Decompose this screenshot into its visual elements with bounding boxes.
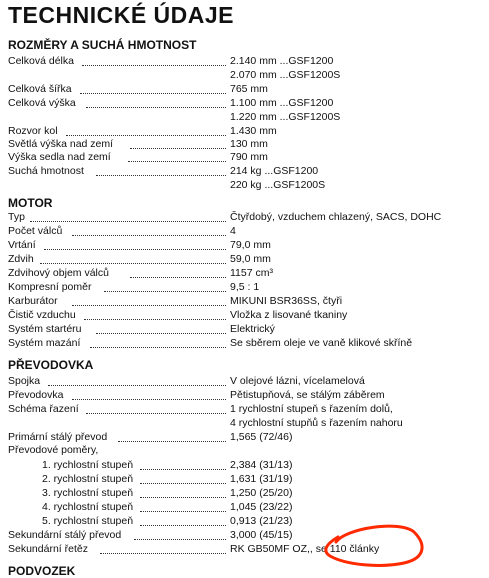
- spec-label: 1. rychlostní stupeň: [42, 459, 134, 471]
- spec-value: Vložka z lisované tkaniny: [230, 309, 348, 321]
- spec-label: Zdvih: [8, 253, 34, 265]
- section-heading-gearbox: PŘEVODOVKA: [8, 358, 94, 372]
- spec-value: RK GB50MF OZ,, se 110 články: [230, 543, 380, 555]
- spec-value: 765 mm: [230, 83, 268, 95]
- spec-value: 790 mm: [230, 151, 268, 163]
- leader-dots: [72, 398, 226, 400]
- leader-dots: [72, 234, 226, 236]
- leader-dots: [90, 346, 226, 348]
- leader-dots: [86, 412, 226, 414]
- leader-dots: [80, 92, 226, 94]
- spec-label: Zdvihový objem válců: [8, 267, 109, 279]
- leader-dots: [128, 160, 226, 162]
- spec-label: Primární stálý převod: [8, 431, 108, 443]
- leader-dots: [82, 64, 226, 66]
- leader-dots: [44, 248, 226, 250]
- spec-value: 1.220 mm ...GSF1200S: [230, 111, 341, 123]
- spec-label: 2. rychlostní stupeň: [42, 473, 134, 485]
- spec-label: Sekundární řetěz: [8, 543, 88, 555]
- spec-label: Karburátor: [8, 295, 58, 307]
- spec-value: Čtyřdobý, vzduchem chlazený, SACS, DOHC: [230, 211, 442, 223]
- spec-value: 59,0 mm: [230, 253, 271, 265]
- leader-dots: [96, 332, 226, 334]
- spec-value: 79,0 mm: [230, 239, 271, 251]
- spec-value: Elektrický: [230, 323, 275, 335]
- spec-value: 2.140 mm ...GSF1200: [230, 55, 334, 67]
- spec-label: Počet válců: [8, 225, 63, 237]
- spec-value: 2.070 mm ...GSF1200S: [230, 69, 341, 81]
- spec-value: V olejové lázni, vícelamelová: [230, 375, 365, 387]
- leader-dots: [130, 147, 226, 149]
- spec-label: Čistič vzduchu: [8, 309, 76, 321]
- spec-label: Kompresní poměr: [8, 281, 92, 293]
- section-heading-chassis: PODVOZEK: [8, 564, 76, 578]
- spec-value: 0,913 (21/23): [230, 515, 293, 527]
- spec-label: Rozvor kol: [8, 125, 58, 137]
- spec-label: Světlá výška nad zemí: [8, 138, 114, 150]
- spec-label: 4. rychlostní stupeň: [42, 501, 134, 513]
- spec-value: Pětistupňová, se stálým záběrem: [230, 389, 385, 401]
- leader-dots: [48, 384, 226, 386]
- leader-dots: [134, 538, 226, 540]
- spec-value: 214 kg ...GSF1200: [230, 165, 319, 177]
- leader-dots: [100, 552, 226, 554]
- spec-value: 4 rychlostní stupňů s řazením nahoru: [230, 417, 403, 429]
- spec-value: Se sběrem oleje ve vaně klikové skříně: [230, 337, 413, 349]
- spec-label: Schéma řazení: [8, 403, 79, 415]
- leader-dots: [104, 290, 226, 292]
- leader-dots: [140, 496, 226, 498]
- leader-dots: [118, 440, 226, 442]
- spec-value: 1.430 mm: [230, 125, 277, 137]
- spec-label: 5. rychlostní stupeň: [42, 515, 134, 527]
- leader-dots: [140, 468, 226, 470]
- spec-value: 1,045 (23/22): [230, 501, 293, 513]
- leader-dots: [86, 106, 226, 108]
- spec-value: 220 kg ...GSF1200S: [230, 179, 326, 191]
- spec-label: Sekundární stálý převod: [8, 529, 122, 541]
- leader-dots: [84, 318, 226, 320]
- spec-value: 1,565 (72/46): [230, 431, 293, 443]
- leader-dots: [140, 510, 226, 512]
- spec-value: 3,000 (45/15): [230, 529, 293, 541]
- spec-label: Převodovka: [8, 389, 64, 401]
- spec-value: 130 mm: [230, 138, 268, 150]
- spec-value: MIKUNI BSR36SS, čtyři: [230, 295, 343, 307]
- spec-label: Převodové poměry,: [8, 444, 99, 456]
- spec-label: Systém startéru: [8, 323, 82, 335]
- spec-label: Celková délka: [8, 55, 74, 67]
- leader-dots: [72, 304, 226, 306]
- leader-dots: [96, 174, 226, 176]
- spec-label: Suchá hmotnost: [8, 165, 84, 177]
- spec-value: 2,384 (31/13): [230, 459, 293, 471]
- spec-value: 1,631 (31/19): [230, 473, 293, 485]
- spec-value: 1,250 (25/20): [230, 487, 293, 499]
- spec-value: 1.100 mm ...GSF1200: [230, 97, 334, 109]
- spec-label: Typ: [8, 211, 25, 223]
- spec-label: Celková výška: [8, 97, 76, 109]
- spec-label: 3. rychlostní stupeň: [42, 487, 134, 499]
- spec-value: 4: [230, 225, 236, 237]
- spec-label: Vrtání: [8, 239, 36, 251]
- spec-label: Celková šířka: [8, 83, 72, 95]
- spec-label: Spojka: [8, 375, 41, 387]
- section-heading-dimensions: ROZMĚRY A SUCHÁ HMOTNOST: [8, 38, 197, 52]
- spec-value: 1157 cm³: [230, 267, 273, 279]
- leader-dots: [40, 262, 226, 264]
- spec-value: 9,5 : 1: [230, 281, 260, 293]
- leader-dots: [30, 220, 226, 222]
- leader-dots: [140, 482, 226, 484]
- spec-value: 1 rychlostní stupeň s řazením dolů,: [230, 403, 393, 415]
- spec-label: Výška sedla nad zemí: [8, 151, 111, 163]
- page-title: TECHNICKÉ ÚDAJE: [8, 2, 235, 28]
- leader-dots: [130, 276, 226, 278]
- spec-label: Systém mazání: [8, 337, 81, 349]
- leader-dots: [66, 134, 226, 136]
- leader-dots: [140, 524, 226, 526]
- section-heading-motor: MOTOR: [8, 196, 53, 210]
